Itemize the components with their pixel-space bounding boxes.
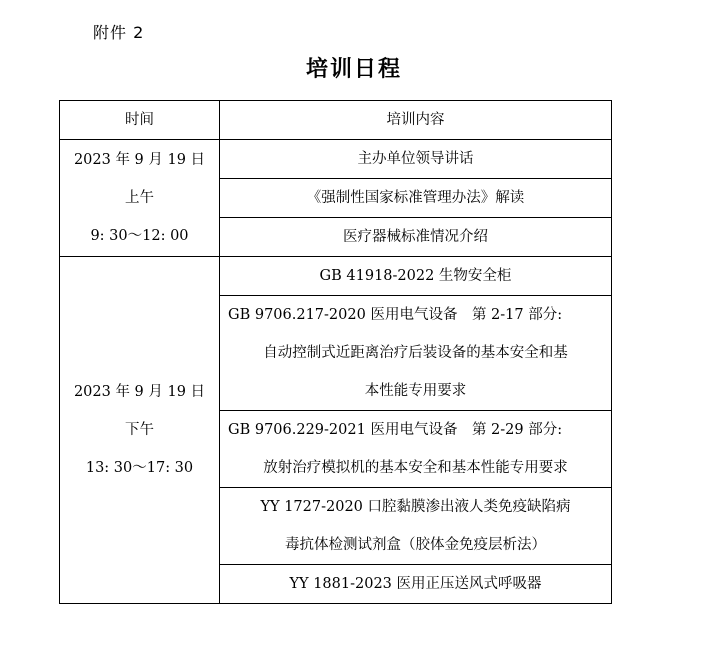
header-content: 培训内容 (220, 101, 612, 140)
afternoon-time-cell (60, 257, 220, 604)
morning-time: 9: 30～12: 00 (90, 228, 189, 244)
item-line: YY 1727-2020 口腔黏膜渗出液人类免疫缺陷病 (260, 499, 571, 515)
header-time: 时间 (60, 101, 220, 140)
item-line: 本性能专用要求 (364, 383, 467, 399)
morning-item: 《强制性国家标准管理办法》解读 (220, 179, 612, 218)
attachment-label: 附件 2 (93, 23, 145, 42)
morning-date: 2023 年 9 月 19 日 (73, 152, 206, 168)
schedule-table (59, 100, 612, 604)
table-row (60, 257, 612, 296)
item-line: 自动控制式近距离治疗后装设备的基本安全和基 (263, 345, 568, 361)
morning-period: 上午 (125, 190, 154, 206)
item-line: GB 9706.229-2021 医用电气设备 第 2-29 部分: (228, 422, 563, 438)
item-line: 放射治疗模拟机的基本安全和基本性能专用要求 (263, 460, 568, 476)
afternoon-item (220, 296, 612, 411)
afternoon-item (220, 488, 612, 565)
item-line: YY 1881-2023 医用正压送风式呼吸器 (289, 576, 542, 592)
afternoon-period: 下午 (125, 422, 154, 438)
afternoon-item (220, 565, 612, 604)
morning-item: 医疗器械标准情况介绍 (220, 218, 612, 257)
table-row (60, 140, 612, 179)
table-header-row (60, 101, 612, 140)
morning-item: 主办单位领导讲话 (220, 140, 612, 179)
item-line: 毒抗体检测试剂盒（胶体金免疫层析法） (285, 537, 546, 553)
afternoon-item (220, 411, 612, 488)
afternoon-item (220, 257, 612, 296)
afternoon-time: 13: 30～17: 30 (85, 460, 194, 476)
afternoon-date: 2023 年 9 月 19 日 (73, 384, 206, 400)
item-line: GB 41918-2022 生物安全柜 (319, 268, 512, 284)
page-title: 培训日程 (305, 57, 402, 82)
morning-time-cell (60, 140, 220, 257)
item-line: GB 9706.217-2020 医用电气设备 第 2-17 部分: (228, 307, 563, 323)
